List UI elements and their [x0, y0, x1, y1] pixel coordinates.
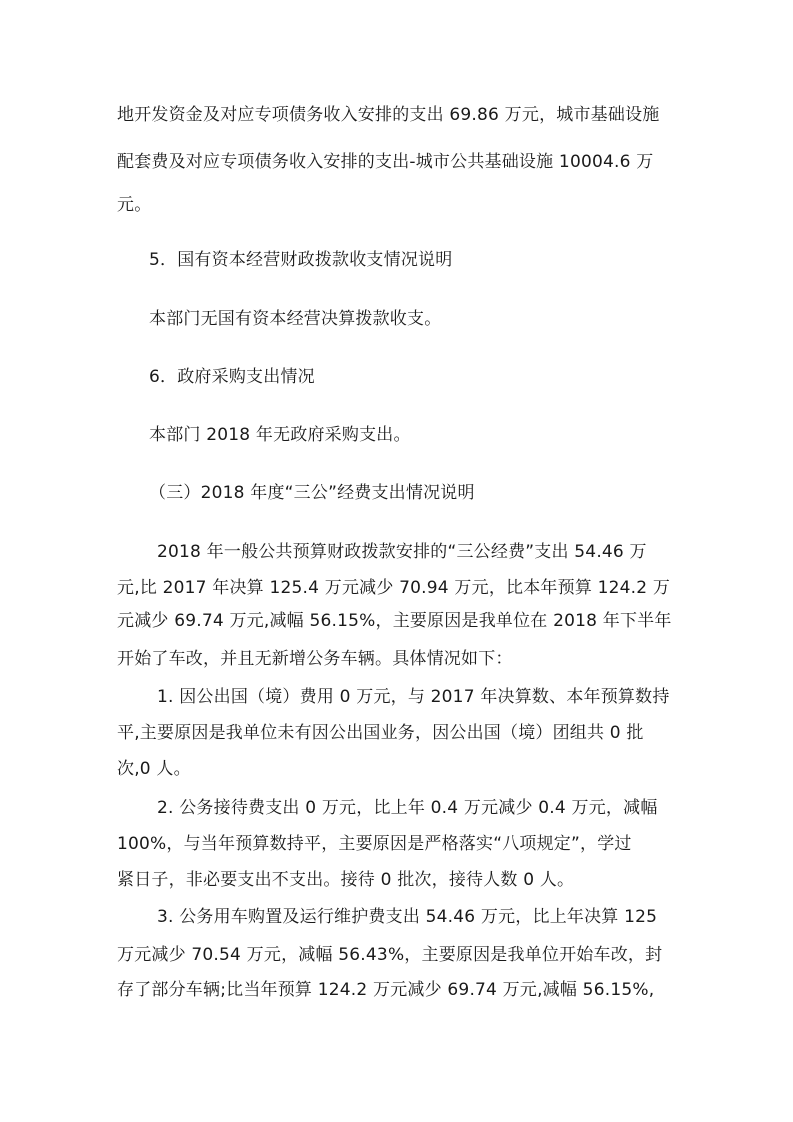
list-item-line: 万元减少 70.54 万元，减幅 56.43%，主要原因是我单位开始车改，封	[117, 945, 663, 965]
section-heading: 5．国有资本经营财政拨款收支情况说明	[149, 250, 453, 270]
paragraph-line: 元。	[117, 195, 152, 215]
list-item-line: 次,0 人。	[117, 759, 191, 779]
list-item-line: 2. 公务接待费支出 0 万元，比上年 0.4 万元减少 0.4 万元，减幅	[157, 798, 658, 818]
paragraph-line: 开始了车改，并且无新增公务车辆。具体情况如下：	[117, 649, 513, 669]
paragraph-line: 2018 年一般公共预算财政拨款安排的“三公经费”支出 54.46 万	[157, 542, 647, 562]
paragraph-line: 元,比 2017 年决算 125.4 万元减少 70.94 万元，比本年预算 124.2 万	[117, 578, 671, 598]
list-item-line: 平,主要原因是我单位未有因公出国业务，因公出国（境）团组共 0 批	[117, 723, 644, 743]
paragraph-line: 本部门无国有资本经营决算拨款收支。	[149, 309, 442, 329]
list-item-line: 3. 公务用车购置及运行维护费支出 54.46 万元，比上年决算 125	[157, 907, 658, 927]
paragraph-line: 地开发资金及对应专项债务收入安排的支出 69.86 万元，城市基础设施	[117, 105, 660, 125]
paragraph-line: 元减少 69.74 万元,减幅 56.15%，主要原因是我单位在 2018 年下半年	[117, 611, 672, 631]
list-item-line: 紧日子，非必要支出不支出。接待 0 批次，接待人数 0 人。	[117, 870, 575, 890]
list-item-line: 1. 因公出国（境）费用 0 万元，与 2017 年决算数、本年预算数持	[157, 687, 670, 707]
list-item-line: 存了部分车辆;比当年预算 124.2 万元减少 69.74 万元,减幅 56.15%,	[117, 980, 655, 1000]
list-item-line: 100%，与当年预算数持平，主要原因是严格落实“八项规定”，学过	[117, 834, 632, 854]
section-heading: （三）2018 年度“三公”经费支出情况说明	[149, 483, 475, 503]
section-heading: 6．政府采购支出情况	[149, 367, 315, 387]
paragraph-line: 配套费及对应专项债务收入安排的支出-城市公共基础设施 10004.6 万	[117, 152, 654, 172]
paragraph-line: 本部门 2018 年无政府采购支出。	[149, 425, 411, 445]
